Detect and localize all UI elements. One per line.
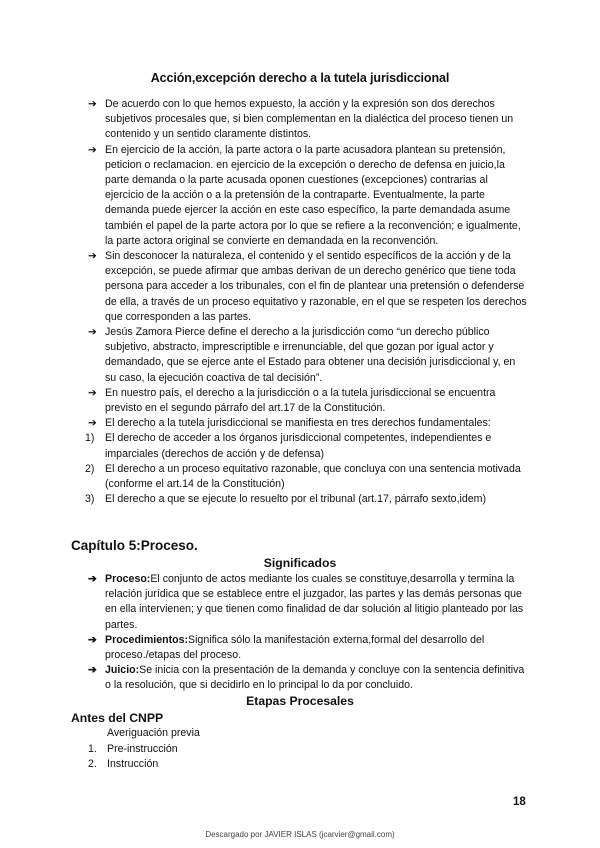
list-item: ➔ Procedimientos:Significa sólo la manifestación externa,formal del desarrollo del proceso./etapas del proceso. — [88, 633, 485, 662]
arrow-icon: ➔ — [88, 143, 97, 156]
significados-heading: Significados — [263, 556, 337, 570]
list-item: 1. Pre-instrucción — [88, 743, 178, 755]
arrow-icon: ➔ — [88, 98, 97, 110]
chapter-heading: Capítulo 5:Proceso. — [71, 538, 198, 553]
list-item: 2. Instrucción — [88, 758, 159, 771]
list-item: ➔ Sin desconocer la naturaleza, el contenido y el sentido específicos de la acción y de la excepción, se puede afirmar que ambas derivan de un derecho genérico que tiene toda persona para acceder a los tribunales, con el fin de plantear una pretensión o defenderse de ella, a través de un proceso equitativo y razonable, en el que se respeten los derechos que corresponden a las partes. — [88, 250, 527, 323]
arrow-icon: ➔ — [88, 250, 97, 263]
page-number: 18 — [513, 796, 526, 808]
antes-heading: Antes del CNPP — [71, 711, 164, 725]
rights-container — [85, 431, 528, 507]
bullet-list — [85, 97, 528, 507]
list-item: ➔ Juicio:Se inicia con la presentación de la demanda y concluye con la sentencia definitiva o la resolución, que si decidirlo en lo principal lo da por concluido. — [88, 664, 525, 692]
etapas-heading: Etapas Procesales — [246, 694, 354, 708]
list-item: ➔ En ejercicio de la acción, la parte actora o la parte acusadora plantean su pretensión, peticion o reclamacion. en ejercicio de la excepción o derecho de defensa en juicio,la parte demanda o la parte acusada oponen cuestiones (excepciones) contrarias al ejercicio de la acción o a la pretensión de la contraparte. Eventualmente, la parte demanda puede ejercer la acción en este caso específico, la parte demandada asume también el papel de la parte actora por lo que se refiere a la reconvención; e igualmente, la parte actora original se convierte en demandada en la reconvención. — [88, 143, 521, 247]
term: Procedimientos: — [105, 633, 189, 646]
arrow-icon: ➔ — [88, 326, 97, 339]
list-item: 2) El derecho a un proceso equitativo razonable, que concluya con una sentencia motivada (conforme el art.14 de la Constitución) — [85, 462, 521, 491]
section-title: Acción,excepción derecho a la tutela jurisdiccional — [150, 71, 450, 85]
arrow-icon: ➔ — [88, 573, 97, 585]
list-item: ➔ El derecho a la tutela jurisdiccional se manifiesta en tres derechos fundamentales: — [88, 416, 528, 431]
arrow-icon: ➔ — [88, 664, 97, 677]
list-item: ➔ En nuestro país, el derecho a la jurisdicción o a la tutela jurisdiccional se encuentra previsto en el segundo párrafo del art.17 de la Constitución. — [88, 386, 496, 415]
arrow-icon: ➔ — [88, 633, 97, 646]
list-item: 1) El derecho de acceder a los órganos jurisdiccional competentes, independientes e imparciales (derechos de acción y de defensa) — [85, 432, 492, 460]
rights-list — [85, 431, 528, 507]
list-item: ➔ De acuerdo con lo que hemos expuesto, la acción y la expresión son dos derechos subjetivos procesales que, si bien complementan en la dialéctica del proceso tienen un contenido y un sentido claramente distintos. — [88, 98, 514, 141]
list-item: ➔ Jesús Zamora Pierce define el derecho a la jurisdicción como “un derecho público subjetivo, abstracto, imprescriptible e irrenunciable, del que gozan por igual actor y demandado, que se ejerce ante el Estado para obtener una decisión jurisdiccional y, en su caso, la ejecución coactiva de tal decisión”. — [88, 326, 516, 384]
stages-list — [88, 742, 178, 772]
list-item: 3) El derecho a que se ejecute lo resuelto por el tribunal (art.17, párrafo sexto,idem) — [85, 493, 486, 506]
definitions-list — [88, 572, 528, 694]
arrow-icon: ➔ — [88, 386, 97, 399]
arrow-icon: ➔ — [88, 417, 97, 430]
averiguacion-label: Averiguación previa — [107, 727, 200, 739]
term: Proceso: — [105, 573, 151, 585]
term: Juicio: — [105, 664, 140, 677]
list-item: ➔ Proceso:El conjunto de actos mediante los cuales se constituye,desarrolla y termina la relación jurídica que se establece entre el juzgador, las partes y las demás personas que en ella intervienen; y que tienen como finalidad de dar solución al litigio planteado por las partes. — [88, 573, 524, 631]
download-footer: Descargado por JAVIER ISLAS (jcarvier@gmail.com) — [205, 830, 395, 839]
